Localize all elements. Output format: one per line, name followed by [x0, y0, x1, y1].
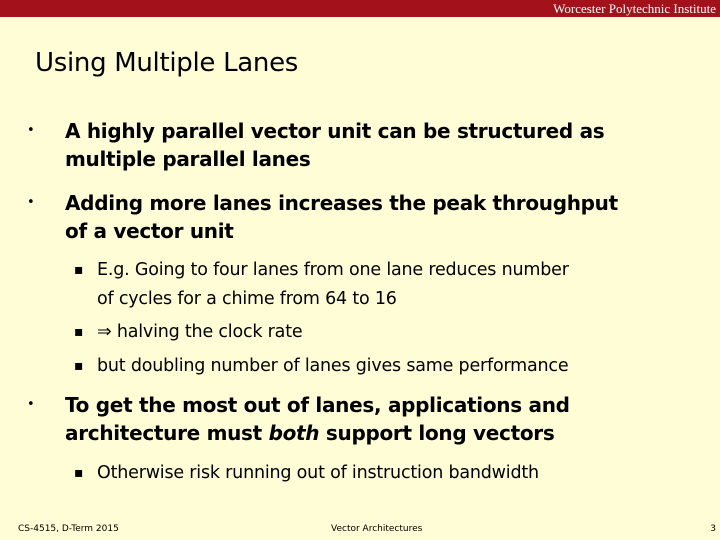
bullet-1-line1: A highly parallel vector unit can be structured as [65, 119, 605, 143]
subbullet-4-text: Otherwise risk running out of instruction bandwidth [97, 463, 539, 483]
subbullet-4 [74, 459, 677, 488]
bullet-3-emphasis: both [268, 421, 320, 445]
subbullet-3-text: but doubling number of lanes gives same performance [97, 356, 569, 376]
subbullet-1-line2: of cycles for a chime from 64 to 16 [97, 289, 397, 309]
bullet-3-line2 [65, 419, 675, 447]
subbullet-3 [74, 352, 677, 381]
implies-arrow-icon: ⇒ [97, 322, 112, 342]
slide-title: Using Multiple Lanes [35, 48, 299, 78]
subbullet-2 [74, 318, 677, 347]
subbullet-2-text: halving the clock rate [111, 322, 303, 342]
square-bullet-icon: ▪ [74, 324, 84, 340]
bullet-3-line2-pre: architecture must [65, 421, 269, 445]
footer-topic: Vector Architectures [331, 524, 423, 534]
footer-course: CS-4515, D-Term 2015 [18, 524, 119, 534]
subbullet-1-line1: E.g. Going to four lanes from one lane reduces number [97, 260, 569, 280]
page-number: 3 [710, 524, 716, 534]
institution-name: Worcester Polytechnic Institute [553, 1, 716, 16]
bullet-3-line2-post: support long vectors [319, 421, 555, 445]
bullet-2 [27, 189, 675, 245]
subbullet-1 [74, 256, 677, 314]
bullet-2-line2: of a vector unit [65, 219, 234, 243]
square-bullet-icon: ▪ [74, 262, 84, 278]
bullet-3 [27, 391, 675, 447]
bullet-dot: • [27, 195, 35, 210]
bullet-3-line1: To get the most out of lanes, applications and [65, 393, 570, 417]
bullet-1-line2: multiple parallel lanes [65, 147, 311, 171]
bullet-1 [27, 117, 675, 173]
bullet-dot: • [27, 123, 35, 138]
square-bullet-icon: ▪ [74, 465, 84, 481]
bullet-dot: • [27, 397, 35, 412]
square-bullet-icon: ▪ [74, 358, 84, 374]
header-bar [0, 0, 720, 17]
bullet-2-line1: Adding more lanes increases the peak throughput [65, 191, 618, 215]
